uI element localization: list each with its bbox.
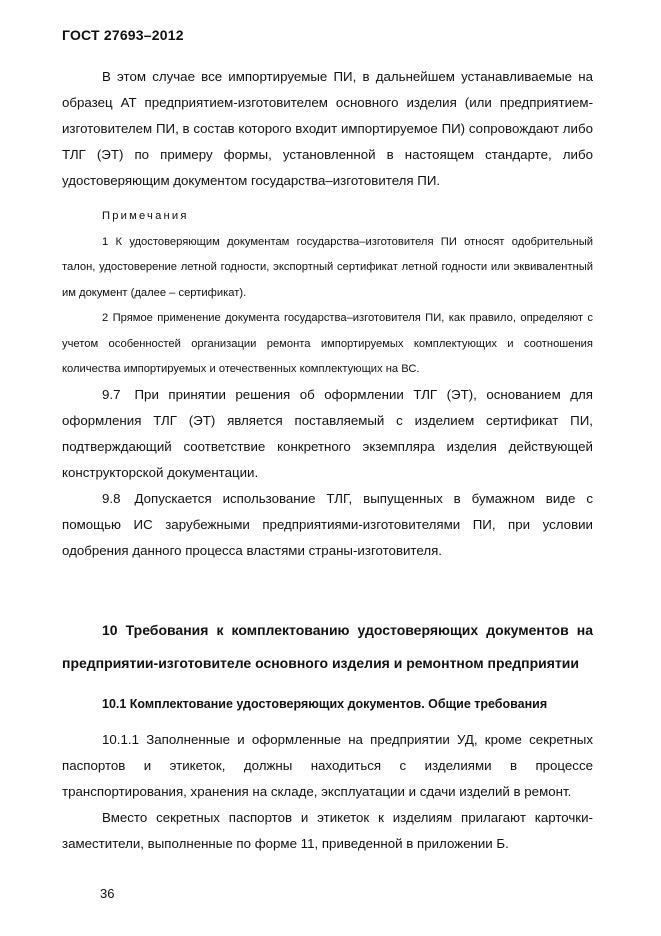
clause-number: 9.8 — [102, 491, 121, 506]
page-number: 36 — [100, 886, 115, 901]
clause-text: Допускается использование ТЛГ, выпущенных в бумажном виде с помощью ИС зарубежными предприятиями-изготовителями ПИ, при условии одобрения данного процесса властями страны-изготовителя. — [62, 491, 593, 558]
clause-number: 9.7 — [102, 387, 121, 402]
clause-9-7 — [62, 382, 593, 486]
section-heading: 10 Требования к комплектованию удостоверяющих документов на предприятии-изготовителе основного изделия и ремонтном предприятии — [62, 622, 593, 671]
clauses-block — [62, 382, 593, 564]
section-paragraph-2: Вместо секретных паспортов и этикеток к изделиям прилагают карточки-заместители, выполненные по форме 11, приведенной в приложении Б. — [62, 810, 593, 851]
section-paragraph-1: 10.1.1 Заполненные и оформленные на предприятии УД, кроме секретных паспортов и этикеток, должны находиться с изделиями в процессе транспортирования, хранения на складе, эксплуатации и сдачи изделий в ремонт. — [62, 732, 593, 799]
section-text-block — [62, 727, 593, 857]
subsection-heading: 10.1 Комплектование удостоверяющих документов. Общие требования — [102, 697, 548, 711]
notes-title: Примечания — [102, 210, 189, 222]
notes-block — [62, 204, 593, 383]
clause-text: При принятии решения об оформлении ТЛГ (ЭТ), основанием для оформления ТЛГ (ЭТ) является поставляемый с изделием сертификат ПИ, подтверждающий соответствие конкретного экземпляра изделия действующей конструкторской документации. — [62, 387, 593, 480]
intro-text-block — [62, 64, 593, 194]
note-item-1: 1 К удостоверяющим документам государства–изготовителя ПИ относят одобрительный талон, удостоверение летной годности, экспортный сертификат летной годности или эквивалентный им документ (далее – сертификат). — [62, 235, 593, 299]
intro-paragraph: В этом случае все импортируемые ПИ, в дальнейшем устанавливаемые на образец АТ предприятием-изготовителем основного изделия (или предприятием-изготовителем ПИ, в состав которого входит импортируемое ПИ) сопровождают либо ТЛГ (ЭТ) по примеру формы, установленной в настоящем стандарте, либо удостоверяющим документом государства–изготовителя ПИ. — [62, 69, 593, 188]
clause-9-8 — [62, 486, 593, 564]
standard-header: ГОСТ 27693–2012 — [62, 27, 184, 43]
note-item-2: 2 Прямое применение документа государства–изготовителя ПИ, как правило, определяют с учетом особенностей организации ремонта импортируемых комплектующих и соотношения количества импортируемых и отечественных комплектующих на ВС. — [62, 312, 593, 375]
